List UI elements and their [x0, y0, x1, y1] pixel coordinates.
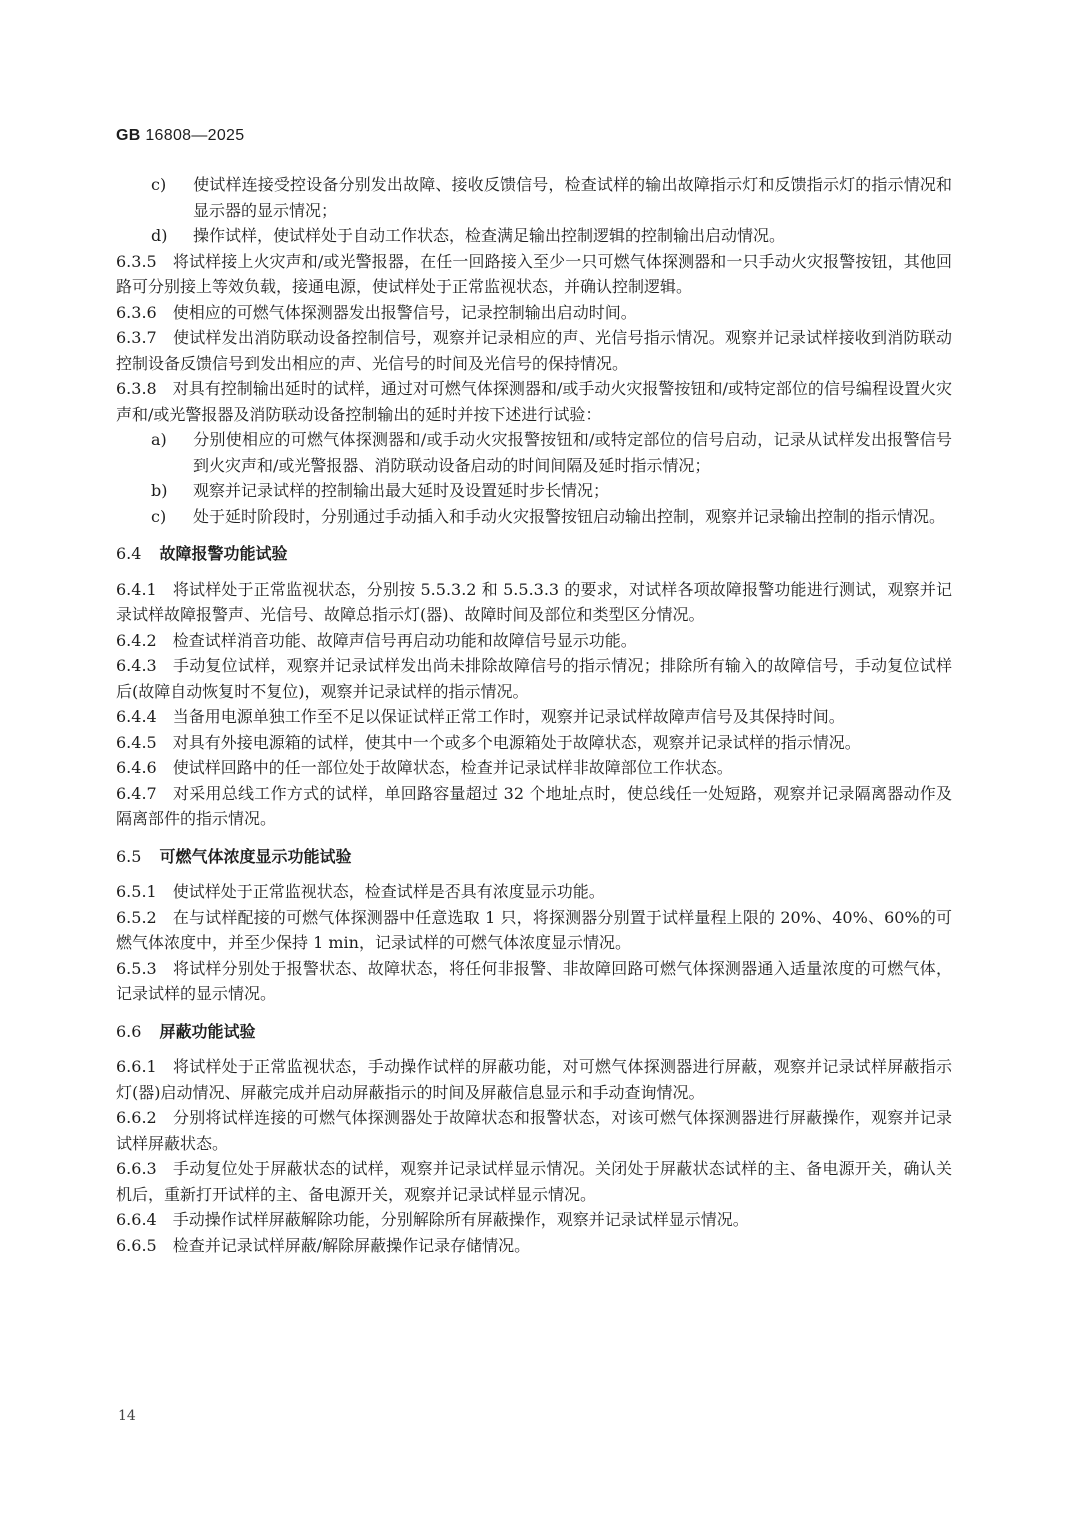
page-number: 14	[118, 1408, 136, 1424]
clause-paragraph	[116, 653, 952, 704]
clause-number: 6.4.5	[116, 732, 157, 752]
clause-paragraph	[116, 730, 952, 756]
clause-text: 使试样处于正常监视状态，检查试样是否具有浓度显示功能。	[172, 882, 605, 901]
clause-text: 分别将试样连接的可燃气体探测器处于故障状态和报警状态，对该可燃气体探测器进行屏蔽操作，观察并记录试样屏蔽状态。	[116, 1108, 952, 1153]
clause-paragraph	[116, 704, 952, 730]
clause-number: 6.6.2	[116, 1108, 157, 1127]
clause-text: 在与试样配接的可燃气体探测器中任意选取 1 只，将探测器分别置于试样量程上限的 20%、40%、60%的可燃气体浓度中，并至少保持 1 min，记录试样的可燃气体浓度显示情况。	[116, 907, 952, 952]
clause-text: 使相应的可燃气体探测器发出报警信号，记录控制输出启动时间。	[172, 302, 637, 322]
clause-paragraph	[116, 300, 952, 326]
clause-number: 6.6.5	[116, 1235, 157, 1255]
clause-text: 对具有控制输出延时的试样，通过对可燃气体探测器和/或手动火灾报警按钮和/或特定部位的信号编程设置火灾声和/或光警报器及消防联动设备控制输出的延时并按下述进行试验：	[116, 379, 952, 424]
clause-paragraph	[116, 1207, 952, 1233]
clause-text: 手动操作试样屏蔽解除功能，分别解除所有屏蔽操作，观察并记录试样显示情况。	[172, 1210, 749, 1229]
clause-text: 对具有外接电源箱的试样，使其中一个或多个电源箱处于故障状态，观察并记录试样的指示情况。	[172, 732, 861, 752]
clause-text: 检查并记录试样屏蔽/解除屏蔽操作记录存储情况。	[172, 1235, 531, 1255]
clause-paragraph	[116, 628, 952, 654]
clause-paragraph	[116, 1233, 952, 1259]
clause-number: 6.4.6	[116, 758, 157, 777]
clause-number: 6.3.6	[116, 302, 157, 322]
list-item-label: c)	[151, 506, 167, 526]
clause-number: 6.5.1	[116, 882, 157, 901]
clause-text: 将试样处于正常监视状态，分别按 5.5.3.2 和 5.5.3.3 的要求，对试样各项故障报警功能进行测试，观察并记录试样故障报警声、光信号、故障总指示灯(器)、故障时间及部位和类型区分情况。	[116, 579, 952, 624]
list-item-label: b)	[151, 481, 168, 500]
section-title: 屏蔽功能试验	[159, 1021, 256, 1041]
clause-number: 6.6.3	[116, 1159, 157, 1178]
clause-number: 6.6.4	[116, 1210, 157, 1229]
list-item-text: 使试样连接受控设备分别发出故障、接收反馈信号，检查试样的输出故障指示灯和反馈指示灯的指示情况和显示器的显示情况；	[193, 175, 952, 220]
clause-text: 使试样回路中的任一部位处于故障状态，检查并记录试样非故障部位工作状态。	[172, 758, 733, 777]
clause-paragraph	[116, 956, 952, 1007]
clause-paragraph	[116, 1054, 952, 1105]
clause-text: 检查试样消音功能、故障声信号再启动功能和故障信号显示功能。	[172, 630, 637, 650]
clause-number: 6.5.3	[116, 958, 157, 978]
clause-text: 当备用电源单独工作至不足以保证试样正常工作时，观察并记录试样故障声信号及其保持时间。	[172, 707, 845, 726]
clause-number: 6.4.1	[116, 579, 157, 599]
list-item-label: d)	[151, 226, 168, 245]
list-item	[116, 427, 952, 478]
clause-text: 使试样发出消防联动设备控制信号，观察并记录相应的声、光信号指示情况。观察并记录试样接收到消防联动控制设备反馈信号到发出相应的声、光信号的时间及光信号的保持情况。	[116, 328, 952, 373]
list-item-text: 操作试样，使试样处于自动工作状态，检查满足输出控制逻辑的控制输出启动情况。	[193, 226, 786, 245]
clause-paragraph	[116, 879, 952, 905]
standard-prefix: GB	[116, 127, 141, 144]
clause-number: 6.4.4	[116, 707, 157, 726]
section-title: 可燃气体浓度显示功能试验	[159, 846, 352, 866]
list-item	[116, 172, 952, 223]
page-header	[116, 127, 244, 145]
clause-text: 手动复位试样，观察并记录试样发出尚未排除故障信号的指示情况；排除所有输入的故障信号，手动复位试样后(故障自动恢复时不复位)，观察并记录试样的指示情况。	[116, 656, 952, 701]
section-heading	[116, 541, 952, 567]
section-heading	[116, 844, 952, 870]
clause-number: 6.4.3	[116, 656, 157, 675]
section-number: 6.4	[116, 544, 142, 563]
list-item-text: 分别使相应的可燃气体探测器和/或手动火灾报警按钮和/或特定部位的信号启动，记录从试样发出报警信号到火灾声和/或光警报器、消防联动设备启动的时间间隔及延时指示情况；	[193, 430, 952, 475]
list-item	[116, 504, 952, 530]
clause-paragraph	[116, 249, 952, 300]
clause-text: 手动复位处于屏蔽状态的试样，观察并记录试样显示情况。关闭处于屏蔽状态试样的主、备电源开关，确认关机后，重新打开试样的主、备电源开关，观察并记录试样显示情况。	[116, 1159, 952, 1204]
clause-paragraph	[116, 781, 952, 832]
list-item	[116, 223, 952, 249]
section-number: 6.6	[116, 1021, 142, 1041]
section-heading	[116, 1019, 952, 1045]
clause-paragraph	[116, 577, 952, 628]
section-title: 故障报警功能试验	[159, 544, 288, 563]
clause-number: 6.3.8	[116, 379, 157, 398]
standard-code: 16808—2025	[145, 127, 245, 144]
clause-paragraph	[116, 1156, 952, 1207]
clause-number: 6.5.2	[116, 907, 157, 927]
clause-paragraph	[116, 1105, 952, 1156]
list-item-text: 处于延时阶段时，分别通过手动插入和手动火灾报警按钮启动输出控制，观察并记录输出控制的指示情况。	[193, 506, 946, 526]
clause-paragraph	[116, 905, 952, 956]
clause-number: 6.4.7	[116, 783, 157, 803]
clause-text: 将试样接上火灾声和/或光警报器，在任一回路接入至少一只可燃气体探测器和一只手动火灾报警按钮，其他回路可分别接上等效负载，接通电源，使试样处于正常监视状态，并确认控制逻辑。	[116, 251, 952, 296]
section-number: 6.5	[116, 846, 142, 866]
clause-number: 6.4.2	[116, 630, 157, 650]
clause-number: 6.3.7	[116, 328, 157, 347]
clause-paragraph	[116, 376, 952, 427]
clause-number: 6.3.5	[116, 251, 157, 271]
list-item-label: c)	[151, 175, 167, 194]
list-item-text: 观察并记录试样的控制输出最大延时及设置延时步长情况；	[193, 481, 610, 500]
list-item-label: a)	[151, 430, 167, 449]
list-item	[116, 478, 952, 504]
clause-text: 将试样分别处于报警状态、故障状态，将任何非报警、非故障回路可燃气体探测器通入适量浓度的可燃气体，记录试样的显示情况。	[116, 958, 952, 1003]
clause-paragraph	[116, 755, 952, 781]
document-body	[116, 172, 952, 1258]
clause-number: 6.6.1	[116, 1057, 157, 1076]
clause-text: 将试样处于正常监视状态，手动操作试样的屏蔽功能，对可燃气体探测器进行屏蔽，观察并记录试样屏蔽指示灯(器)启动情况、屏蔽完成并启动屏蔽指示的时间及屏蔽信息显示和手动查询情况。	[116, 1057, 952, 1102]
clause-text: 对采用总线工作方式的试样，单回路容量超过 32 个地址点时，使总线任一处短路，观察并记录隔离器动作及隔离部件的指示情况。	[116, 783, 952, 828]
clause-paragraph	[116, 325, 952, 376]
